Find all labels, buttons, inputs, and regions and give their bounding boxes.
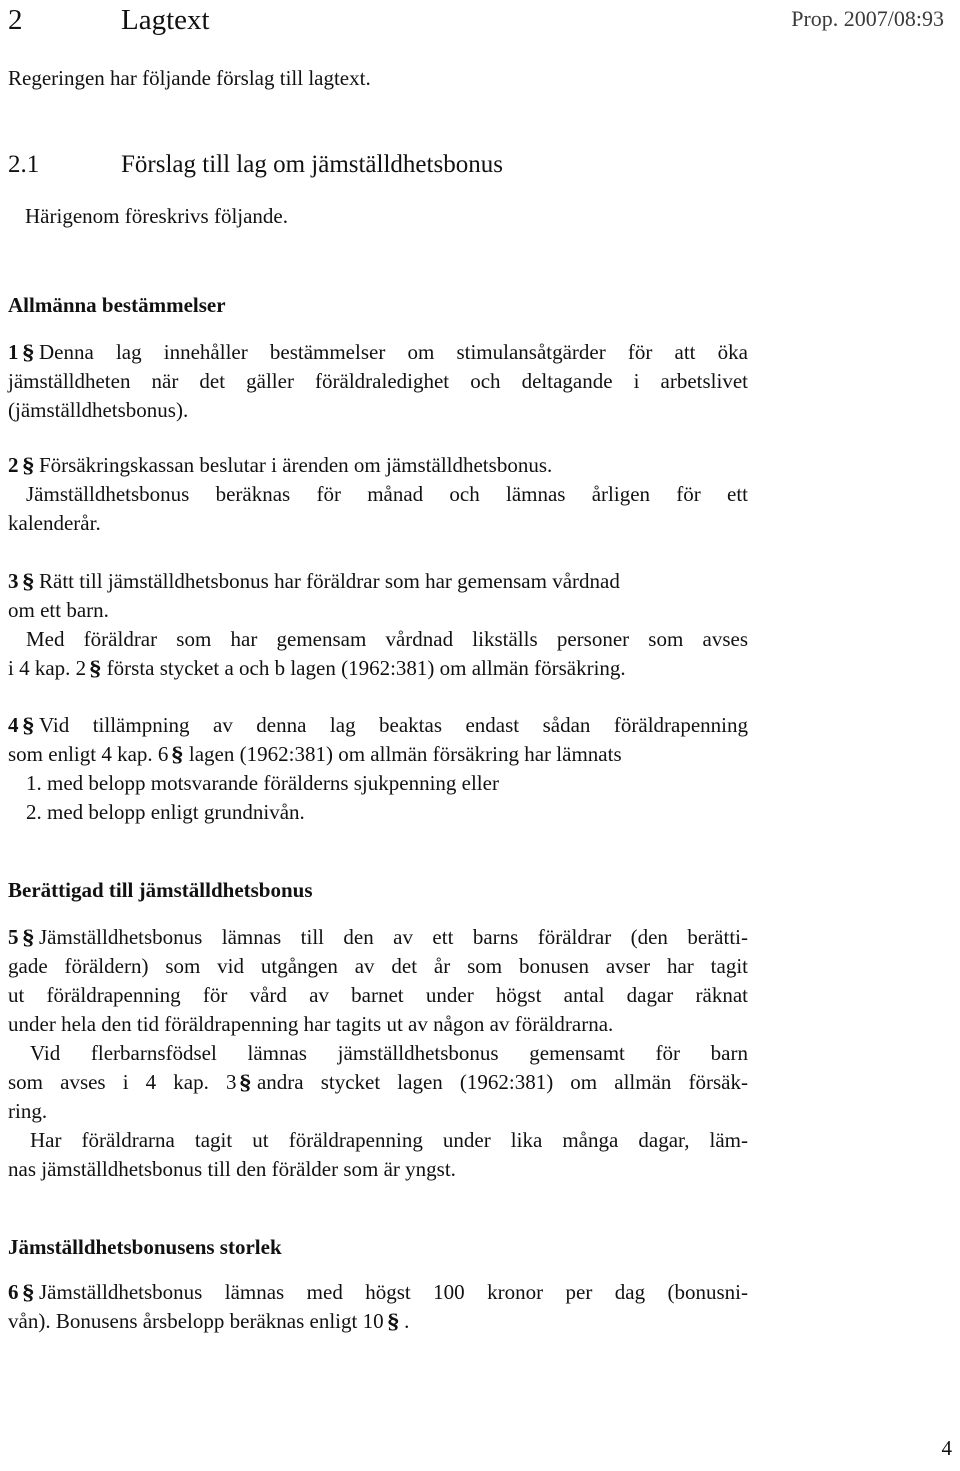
- paragraph-5-line: [8, 1068, 748, 1097]
- paragraph-text: Rätt till jämställdhetsbonus har föräldrar som har gemensam vårdnad: [39, 569, 620, 593]
- paragraph-5-line: nas jämställdhetsbonus till den förälder som är yngst.: [8, 1157, 456, 1181]
- paragraph-2: [8, 451, 748, 538]
- proposition-reference: Prop. 2007/08:93: [791, 6, 944, 31]
- paragraph-text: som enligt 4 kap. 6: [8, 742, 169, 766]
- paragraph-5-line: Har föräldrarna tagit ut föräldrapenning under lika många dagar, läm-: [30, 1128, 748, 1152]
- paragraph-5-line: Vid flerbarnsfödsel lämnas jämställdhetsbonus gemensamt för barn: [30, 1041, 748, 1065]
- section-symbol: §: [171, 742, 185, 766]
- paragraph-5-line: ut föräldrapenning för vård av barnet under högst antal dagar räknat: [8, 983, 748, 1007]
- list-item: 2. med belopp enligt grundnivån.: [26, 800, 305, 824]
- section-symbol: §: [239, 1070, 253, 1094]
- paragraph-1-line: jämställdheten när det gäller föräldraledighet och deltagande i arbetslivet: [8, 369, 748, 393]
- paragraph-text: första stycket a och b lagen (1962:381) om allmän försäkring.: [106, 656, 626, 680]
- paragraph-text: andra stycket lagen (1962:381) om allmän försäk-: [256, 1070, 748, 1094]
- section-symbol: §: [386, 1309, 400, 1333]
- paragraph-1: [8, 338, 748, 425]
- paragraph-text: Jämställdhetsbonus lämnas med högst 100 kronor per dag (bonusni-: [39, 1280, 748, 1304]
- subsection-number: 2.1: [8, 151, 40, 178]
- paragraph-number: 2: [8, 453, 19, 477]
- page-number: 4: [941, 1436, 952, 1460]
- section-symbol: §: [88, 656, 102, 680]
- paragraph-text: i 4 kap. 2: [8, 656, 87, 680]
- heading-entitled: Berättigad till jämställdhetsbonus: [8, 878, 313, 902]
- paragraph-text: .: [404, 1309, 410, 1333]
- paragraph-text: Denna lag innehåller bestämmelser om stimulansåtgärder för att öka: [39, 340, 748, 364]
- chapter-title: Lagtext: [121, 4, 210, 36]
- paragraph-4: [8, 711, 748, 827]
- paragraph-number: 1: [8, 340, 19, 364]
- section-symbol: §: [21, 453, 35, 477]
- paragraph-5-line: under hela den tid föräldrapenning har tagits ut av någon av föräldrarna.: [8, 1012, 614, 1036]
- section-symbol: §: [21, 713, 35, 737]
- paragraph-text: Försäkringskassan beslutar i ärenden om jämställdhetsbonus.: [39, 453, 553, 477]
- paragraph-text: vån). Bonusens årsbelopp beräknas enligt 10: [8, 1309, 384, 1333]
- section-symbol: §: [21, 1280, 35, 1304]
- heading-general-provisions: Allmänna bestämmelser: [8, 293, 226, 317]
- paragraph-2-line: [8, 451, 748, 480]
- paragraph-3-line: om ett barn.: [8, 598, 109, 622]
- paragraph-number: 4: [8, 713, 19, 737]
- paragraph-number: 5: [8, 925, 19, 949]
- heading-bonus-size: Jämställdhetsbonusens storlek: [8, 1235, 282, 1259]
- paragraph-text: Jämställdhetsbonus lämnas till den av ett barns föräldrar (den berätti-: [39, 925, 748, 949]
- paragraph-3-line: [8, 654, 748, 683]
- section-symbol: §: [21, 569, 35, 593]
- paragraph-1-line: (jämställdhetsbonus).: [8, 398, 189, 422]
- paragraph-6: [8, 1278, 748, 1336]
- paragraph-3: [8, 567, 748, 683]
- paragraph-number: 6: [8, 1280, 19, 1304]
- paragraph-4-line: [8, 711, 748, 740]
- paragraph-number: 3: [8, 569, 19, 593]
- section-symbol: §: [21, 340, 35, 364]
- paragraph-3-line: [8, 567, 748, 596]
- chapter-number: 2: [8, 4, 23, 36]
- paragraph-3-line: Med föräldrar som har gemensam vårdnad likställs personer som avses: [26, 627, 748, 651]
- paragraph-5-line: ring.: [8, 1099, 48, 1123]
- paragraph-2-line: kalenderår.: [8, 511, 101, 535]
- paragraph-text: lagen (1962:381) om allmän försäkring har lämnats: [188, 742, 622, 766]
- subsection-title: Förslag till lag om jämställdhetsbonus: [121, 151, 503, 178]
- paragraph-5-line: [8, 923, 748, 952]
- list-item: 1. med belopp motsvarande förälderns sjukpenning eller: [26, 771, 499, 795]
- paragraph-5: [8, 923, 748, 1184]
- section-symbol: §: [21, 925, 35, 949]
- paragraph-4-line: [8, 740, 748, 769]
- intro-text: Regeringen har följande förslag till lagtext.: [8, 66, 371, 90]
- paragraph-1-line: [8, 338, 748, 367]
- preamble-text: Härigenom föreskrivs följande.: [25, 204, 289, 228]
- paragraph-6-line: [8, 1307, 748, 1336]
- paragraph-text: som avses i 4 kap. 3: [8, 1070, 237, 1094]
- paragraph-text: Vid tillämpning av denna lag beaktas endast sådan föräldrapenning: [39, 713, 748, 737]
- paragraph-5-line: gade föräldern) som vid utgången av det år som bonusen avser har tagit: [8, 954, 748, 978]
- paragraph-6-line: [8, 1278, 748, 1307]
- paragraph-2-line: Jämställdhetsbonus beräknas för månad och lämnas årligen för ett: [26, 482, 748, 506]
